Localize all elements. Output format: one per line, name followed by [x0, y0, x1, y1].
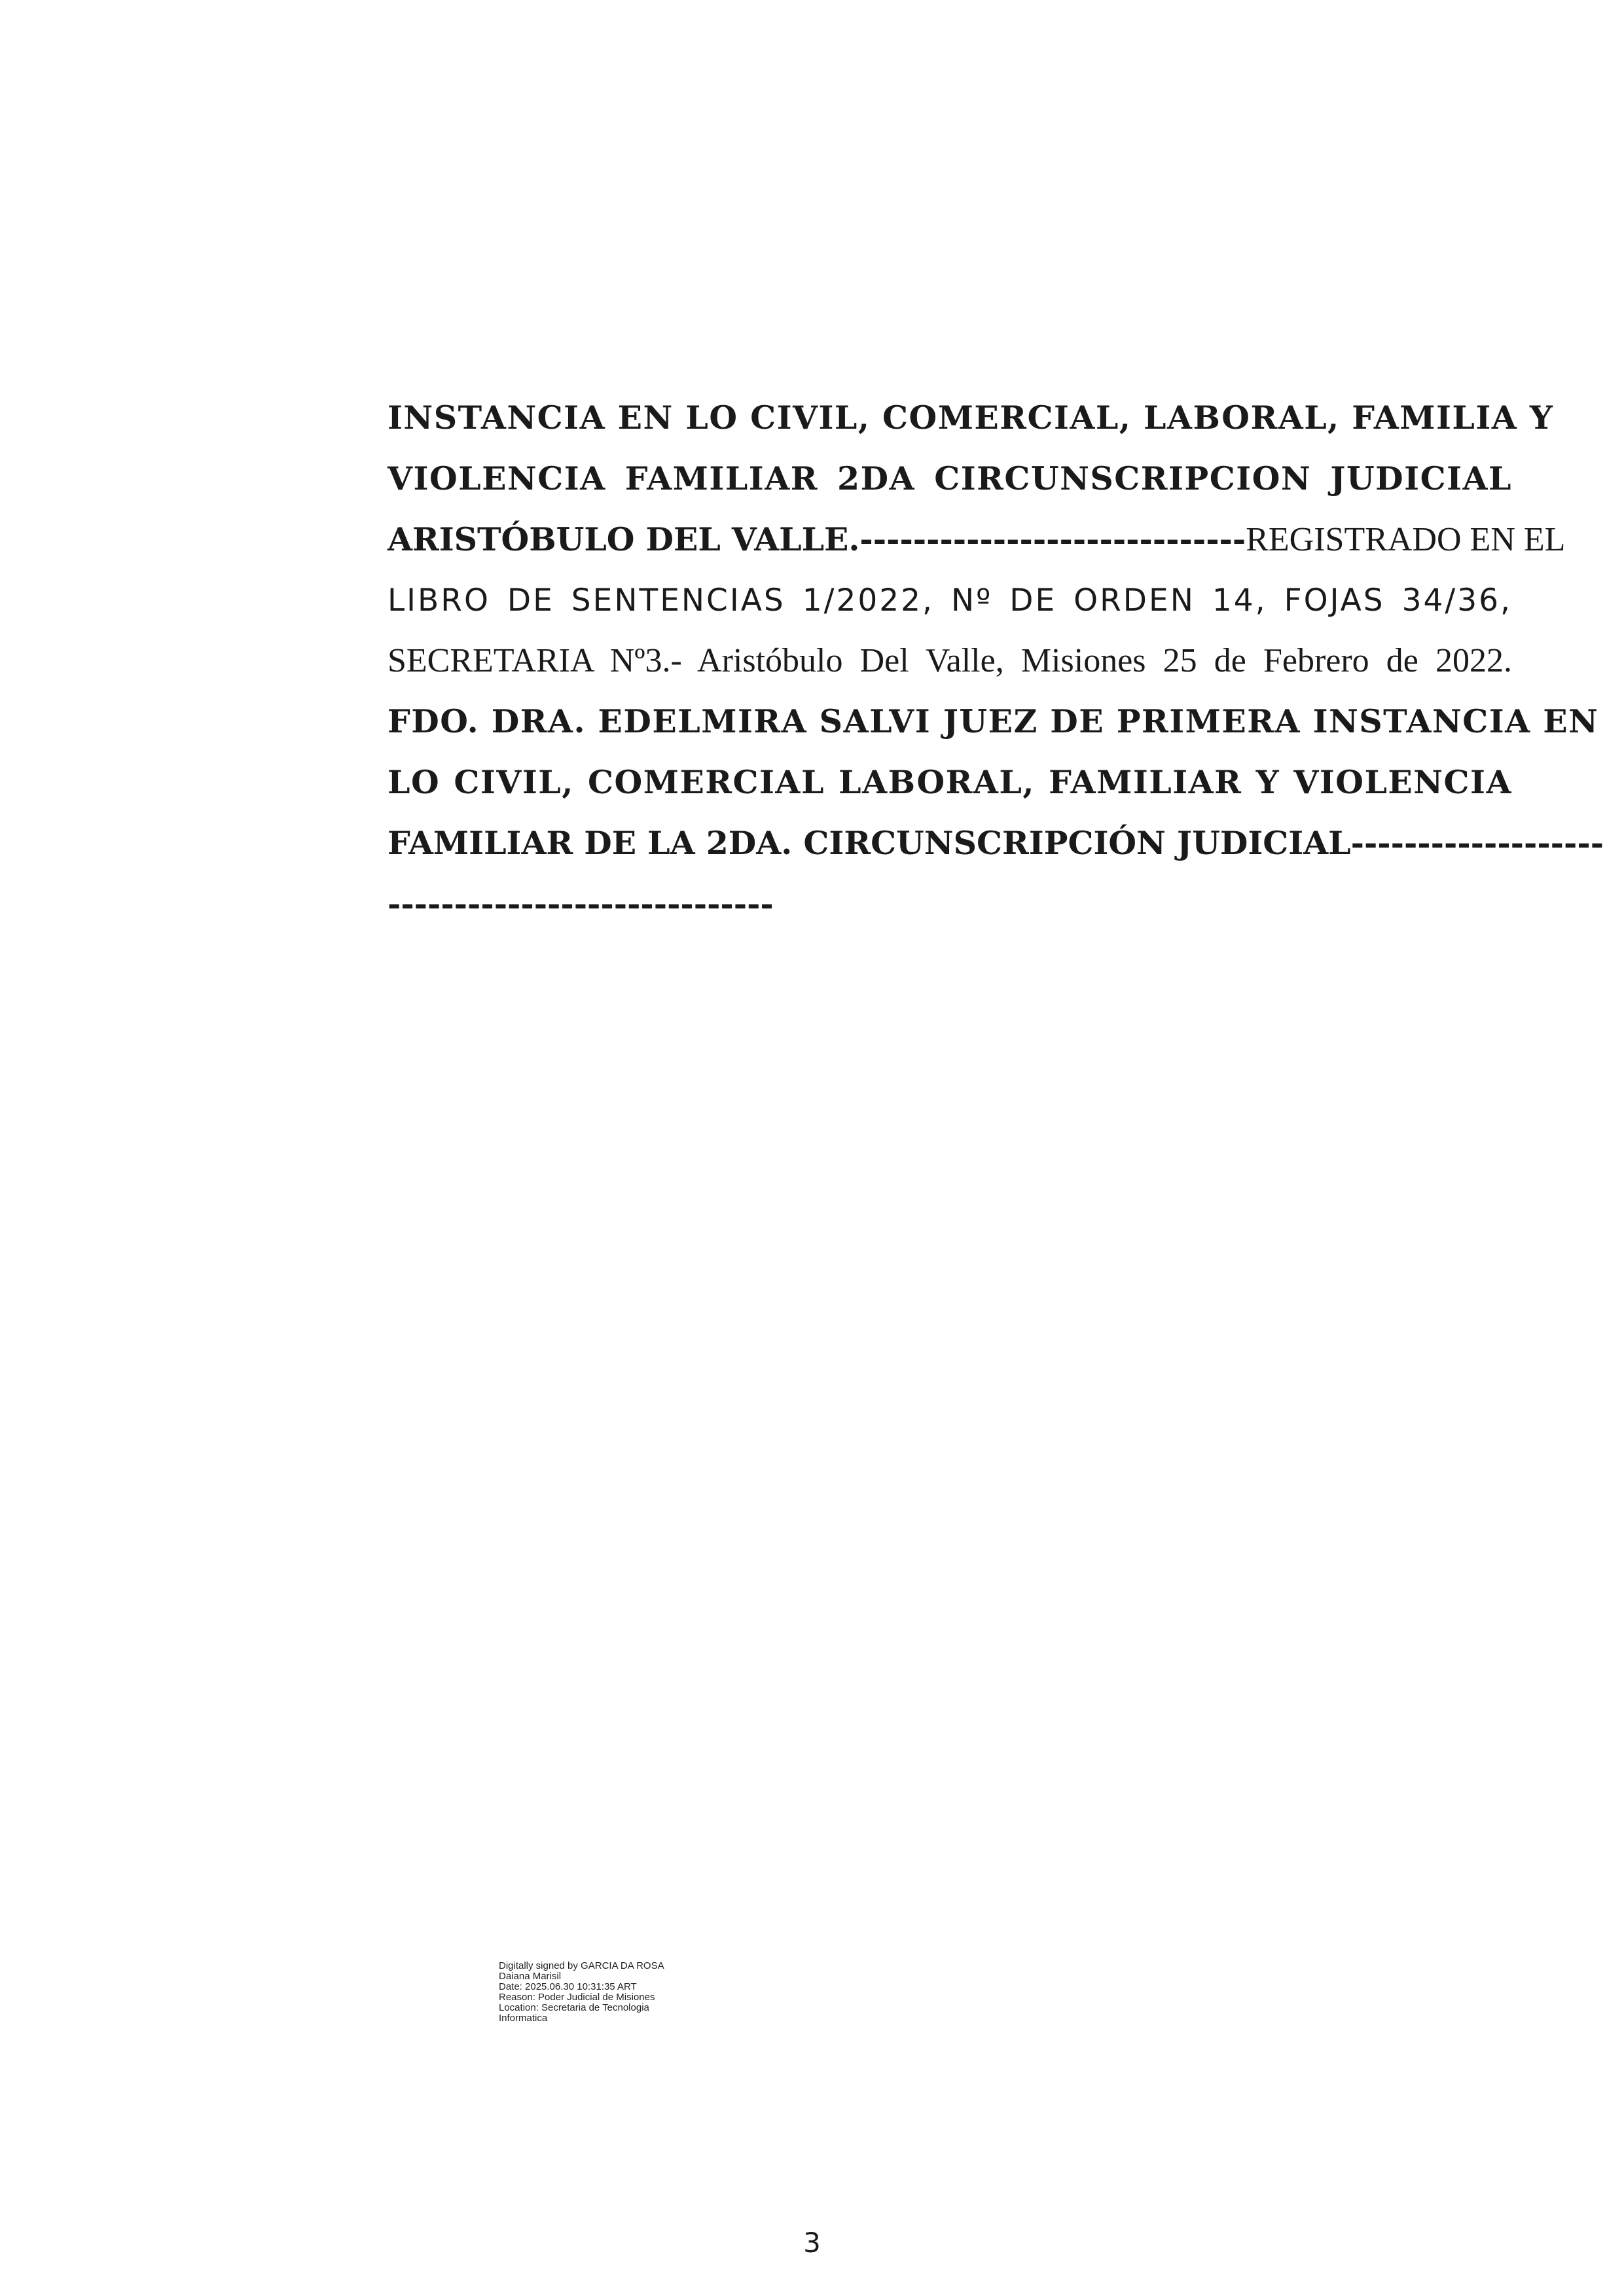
body-line-6 — [388, 691, 1599, 752]
body-line-1 — [388, 387, 1554, 448]
body-text-segment: FAMILIAR DE LA 2DA. CIRCUNSCRIPCIÓN JUDICIAL------------------- — [388, 824, 1604, 862]
body-line-5 — [388, 631, 1512, 691]
body-line-2 — [388, 448, 1512, 509]
body-line-4 — [388, 570, 1512, 631]
body-line-8 — [388, 813, 1604, 874]
signature-line: Informatica — [499, 2013, 548, 2024]
signature-line: Location: Secretaria de Tecnologia — [499, 2002, 649, 2013]
digital-signature-block — [499, 1961, 695, 2024]
signature-line: Daiana Marisil — [499, 1971, 562, 1982]
signature-line: Digitally signed by GARCIA DA ROSA — [499, 1960, 664, 1971]
body-text-segment: SECRETARIA Nº3.- Aristóbulo Del Valle, Misiones 25 de Febrero de 2022. — [388, 642, 1512, 679]
body-text-segment: INSTANCIA EN LO CIVIL, COMERCIAL, LABORAL, FAMILIA Y — [388, 399, 1554, 437]
signature-line: Reason: Poder Judicial de Misiones — [499, 1992, 655, 2003]
document-body — [388, 387, 1604, 935]
body-text-segment: ----------------------------- — [388, 885, 774, 923]
body-text-segment: REGISTRADO EN EL — [1246, 521, 1566, 558]
body-text-segment: LO CIVIL, COMERCIAL LABORAL, FAMILIAR Y VIOLENCIA — [388, 763, 1512, 801]
signature-line: Date: 2025.06.30 10:31:35 ART — [499, 1981, 637, 1992]
body-text-segment: LIBRO DE SENTENCIAS 1/2022, Nº DE ORDEN 14, FOJAS 34/36, — [388, 583, 1512, 619]
body-text-segment: VIOLENCIA FAMILIAR 2DA CIRCUNSCRIPCION JUDICIAL — [388, 459, 1512, 497]
body-text-segment: FDO. DRA. EDELMIRA SALVI JUEZ DE PRIMERA INSTANCIA EN — [388, 702, 1599, 740]
body-line-7 — [388, 752, 1512, 813]
body-line-9 — [388, 874, 1512, 935]
page-number: 3 — [803, 2227, 821, 2259]
body-text-segment: ARISTÓBULO DEL VALLE.----------------------------- — [388, 520, 1246, 558]
body-line-3 — [388, 509, 1566, 570]
